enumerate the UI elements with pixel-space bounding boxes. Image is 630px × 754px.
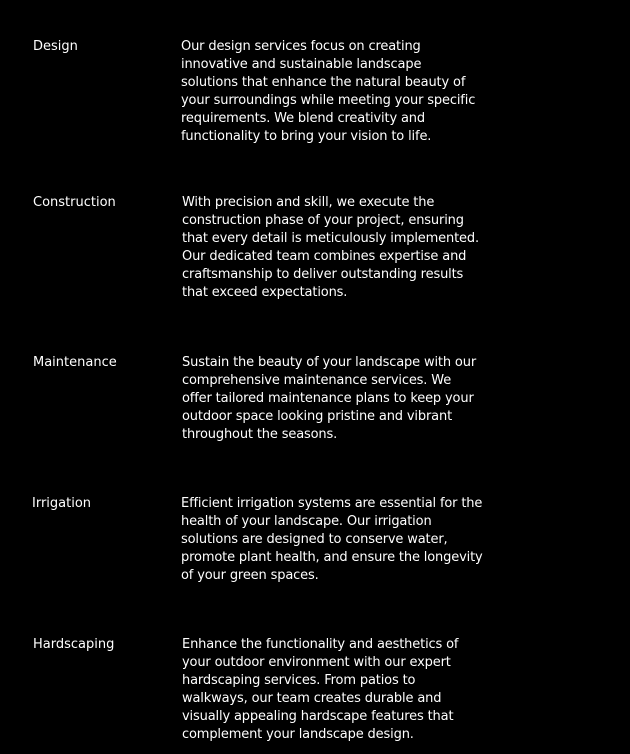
description-line: With precision and skill, we execute the	[182, 195, 435, 210]
description-line: visually appealing hardscape features that	[182, 709, 454, 725]
description-line: Enhance the functionality and aesthetics of	[182, 637, 459, 652]
service-title: Design	[33, 39, 78, 54]
description-line: promote plant health, and ensure the longevity	[181, 550, 483, 566]
service-title: Irrigation	[32, 496, 92, 511]
service-title: Hardscaping	[33, 637, 115, 652]
description-line: complement your landscape design.	[182, 727, 414, 743]
description-line: requirements. We blend creativity and	[181, 111, 425, 127]
description-line: that every detail is meticulously implemented.	[182, 231, 479, 247]
service-title: Construction	[33, 195, 116, 210]
description-line: solutions are designed to conserve water,	[181, 532, 448, 548]
description-line: your surroundings while meeting your specific	[181, 93, 476, 109]
description-line: comprehensive maintenance services. We	[182, 373, 452, 389]
description-line: construction phase of your project, ensuring	[182, 213, 464, 229]
description-line: hardscaping services. From patios to	[182, 673, 416, 689]
description-line: your outdoor environment with our expert	[182, 655, 451, 671]
description-line: Our design services focus on creating	[181, 39, 421, 54]
description-line: Sustain the beauty of your landscape with our	[182, 355, 477, 370]
service-description	[182, 636, 472, 745]
service-description	[181, 495, 483, 585]
description-line: Our dedicated team combines expertise and	[182, 249, 467, 265]
description-line: walkways, our team creates durable and	[182, 691, 442, 707]
description-line: throughout the seasons.	[182, 427, 338, 443]
description-line: functionality to bring your vision to life.	[181, 129, 432, 145]
service-title: Maintenance	[33, 355, 117, 370]
service-description	[181, 38, 476, 147]
description-line: outdoor space looking pristine and vibrant	[182, 409, 453, 425]
description-line: that exceed expectations.	[182, 285, 348, 301]
description-line: health of your landscape. Our irrigation	[181, 514, 432, 530]
description-line: Efficient irrigation systems are essential for the	[181, 496, 483, 511]
description-line: craftsmanship to deliver outstanding results	[182, 267, 464, 283]
description-line: innovative and sustainable landscape	[181, 57, 422, 73]
description-line: of your green spaces.	[181, 568, 319, 584]
description-line: solutions that enhance the natural beauty of	[181, 75, 466, 91]
service-description	[182, 354, 477, 444]
description-line: offer tailored maintenance plans to keep your	[182, 391, 474, 407]
service-description	[182, 194, 479, 303]
